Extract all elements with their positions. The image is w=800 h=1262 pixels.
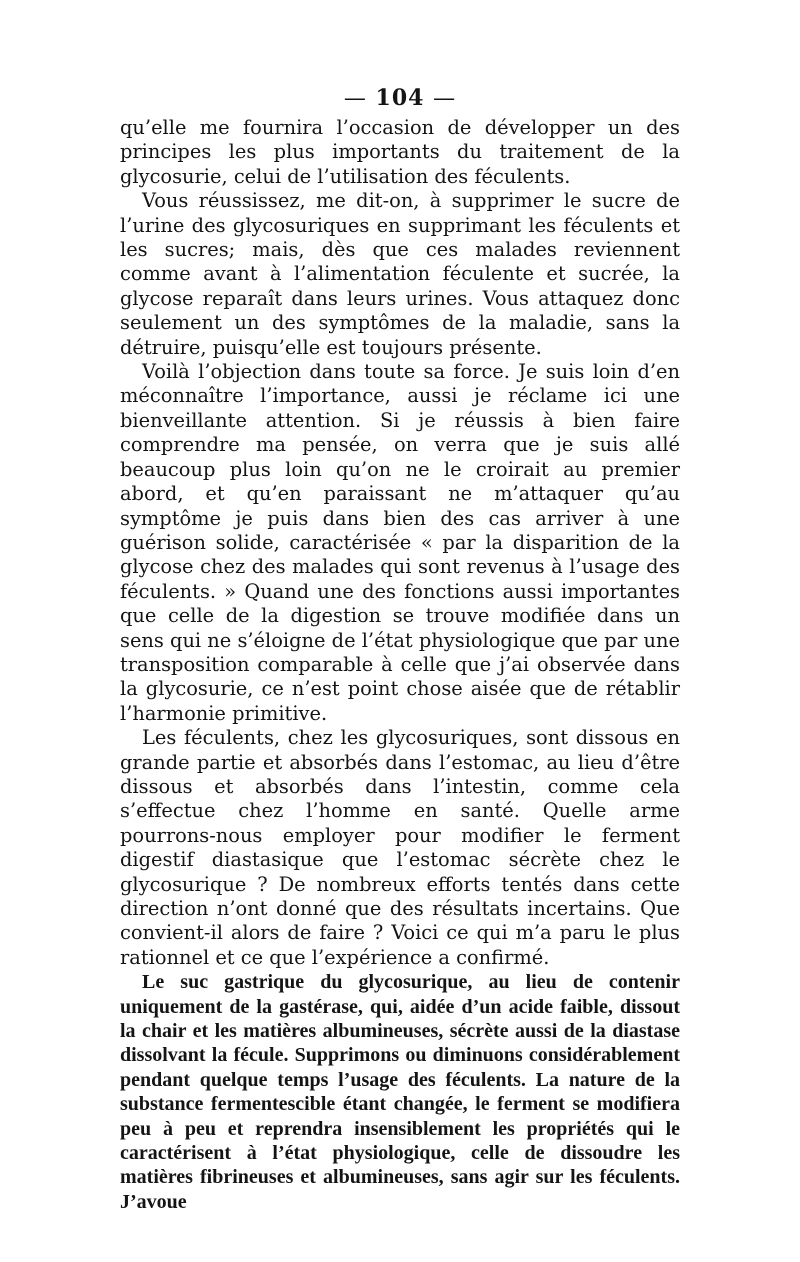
header-dash-right: — <box>433 86 457 111</box>
page-number: 104 <box>375 85 425 111</box>
book-page <box>120 84 680 1214</box>
paragraph-suc-gastrique: Le suc gastrique du glycosurique, au lieu de contenir uniquement de la gastérase, qui, aidée d’un acide faible, dissout la chair et les matières albumineuses, sécrète aussi de la diastase dissolvant la fécule. Supprimons ou diminuons considérablement pendant quelque temps l’usage des féculents. La nature de la substance fermentescible étant changée, le ferment se modifiera peu à peu et reprendra insensiblement les propriétés qui le caractérisent à l’état physiologique, celle de dissoudre les matières fibrineuses et albumineuses, sans agir sur les féculents. J’avoue <box>120 971 680 1213</box>
page-header <box>120 84 680 114</box>
header-dash-left: — <box>343 86 367 111</box>
paragraph-feculents: Les féculents, chez les glycosuriques, sont dissous en grande partie et absorbés dans l’estomac, au lieu d’être dissous et absorbés dans l’intestin, comme cela s’effectue chez l’homme en santé. Quelle arme pourrons-nous employer pour modifier le ferment digestif diastasique que l’estomac sécrète chez le glycosurique ? De nombreux efforts tentés dans cette direction n’ont donné que des résultats incertains. Que convient-il alors de faire ? Voici ce qui m’a paru le plus rationnel et ce que l’expérience a confirmé. <box>120 726 680 969</box>
paragraph-objection: Vous réussissez, me dit-on, à supprimer le sucre de l’urine des glycosuriques en supprimant les féculents et les sucres; mais, dès que ces malades reviennent comme avant à l’alimentation féculente et sucrée, la glycose reparaît dans leurs urines. Vous attaquez donc seulement un des symptômes de la maladie, sans la détruire, puisqu’elle est toujours présente. <box>120 189 680 359</box>
paragraph-reply: Voilà l’objection dans toute sa force. Je suis loin d’en méconnaître l’importance, aussi je réclame ici une bienveillante attention. Si je réussis à bien faire comprendre ma pensée, on verra que je suis allé beaucoup plus loin qu’on ne le croirait au premier abord, et qu’en paraissant ne m’attaquer qu’au symptôme je puis dans bien des cas arriver à une guérison solide, caractérisée « par la disparition de la glycose chez des malades qui sont revenus à l’usage des féculents. » Quand une des fonctions aussi importantes que celle de la digestion se trouve modifiée dans un sens qui ne s’éloigne de l’état physiologique que par une transposition comparable à celle que j’ai observée dans la glycosurie, ce n’est point chose aisée que de rétablir l’harmonie primitive. <box>120 360 680 725</box>
body-text <box>120 116 680 1214</box>
paragraph-continuation: qu’elle me fournira l’occasion de développer un des principes les plus importants du traitement de la glycosurie, celui de l’utilisation des féculents. <box>120 116 680 188</box>
